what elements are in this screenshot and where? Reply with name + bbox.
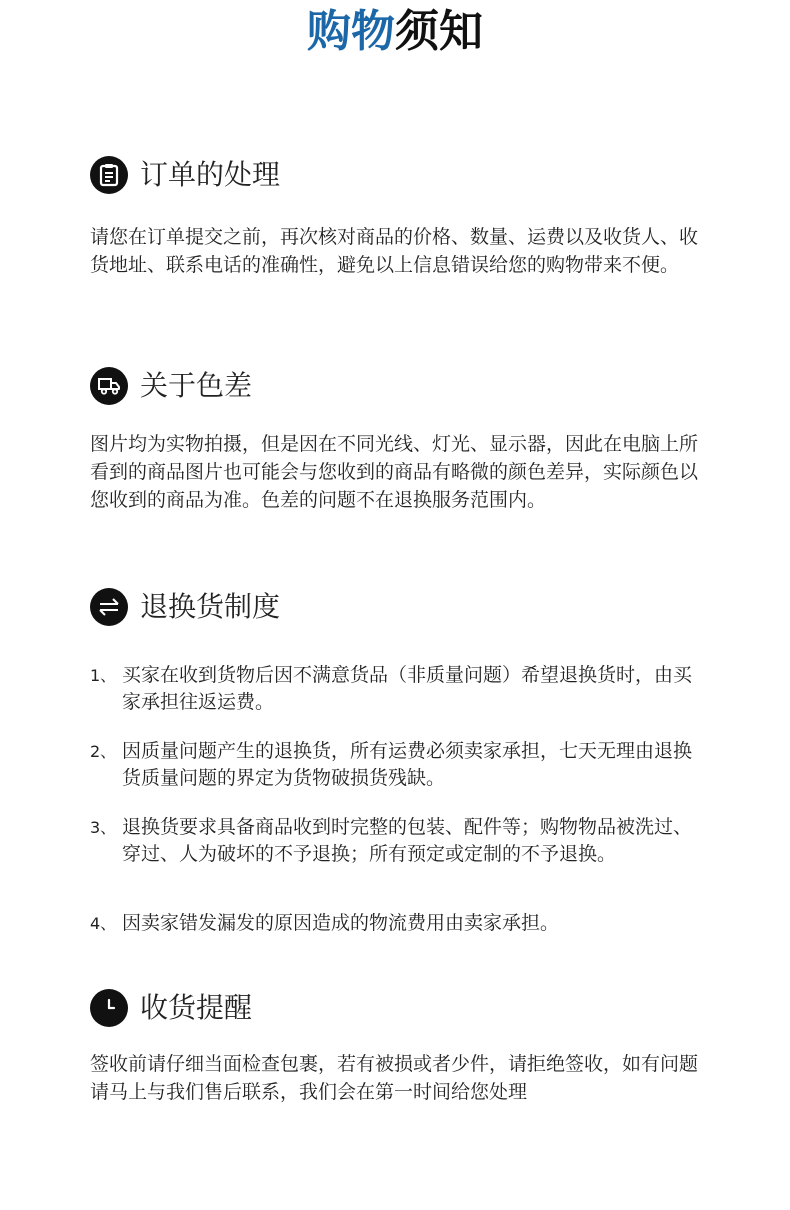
- truck-icon: [90, 367, 128, 405]
- exchange-arrows-icon: [90, 588, 128, 626]
- list-text: 退换货要求具备商品收到时完整的包装、配件等；购物物品被洗过、穿过、人为破坏的不予退换；所有预定或定制的不予退换。: [122, 816, 693, 865]
- section-header: [90, 988, 252, 1028]
- section-body: 图片均为实物拍摄，但是因在不同光线、灯光、显示器，因此在电脑上所看到的商品图片也可能会与您收到的商品有略微的颜色差异，实际颜色以您收到的商品为准。色差的问题不在退换服务范围内。: [90, 433, 699, 511]
- section-header: [90, 587, 280, 627]
- list-text: 买家在收到货物后因不满意货品（非质量问题）希望退换货时，由买家承担往返运费。: [122, 664, 693, 713]
- section-body: 签收前请仔细当面检查包裹，若有被损或者少件，请拒绝签收，如有问题请马上与我们售后联系，我们会在第一时间给您处理: [90, 1053, 699, 1103]
- list-number: 4、: [90, 914, 117, 933]
- clock-icon: [90, 989, 128, 1027]
- section-header: [90, 366, 252, 406]
- list-text: 因质量问题产生的退换货，所有运费必须卖家承担，七天无理由退换货质量问题的界定为货物破损货残缺。: [122, 740, 693, 789]
- clipboard-icon: [90, 156, 128, 194]
- section-heading: 关于色差: [140, 369, 253, 402]
- page-title-accent: 购物: [307, 6, 395, 57]
- list-item: [90, 910, 710, 937]
- list-number: 3、: [90, 818, 117, 837]
- section-heading: 订单的处理: [140, 158, 281, 191]
- section-heading: 退换货制度: [140, 590, 281, 623]
- page-title: [0, 4, 790, 60]
- list-item: [90, 738, 710, 792]
- section-body: 请您在订单提交之前，再次核对商品的价格、数量、运费以及收货人、收货地址、联系电话的准确性，避免以上信息错误给您的购物带来不便。: [90, 226, 699, 276]
- list-text: 因卖家错发漏发的原因造成的物流费用由卖家承担。: [122, 912, 560, 934]
- section-heading: 收货提醒: [140, 991, 253, 1024]
- list-number: 1、: [90, 666, 117, 685]
- list-item: [90, 662, 710, 716]
- list-number: 2、: [90, 742, 117, 761]
- page-title-rest: 须知: [395, 6, 483, 57]
- section-header: [90, 155, 280, 195]
- list-item: [90, 814, 710, 868]
